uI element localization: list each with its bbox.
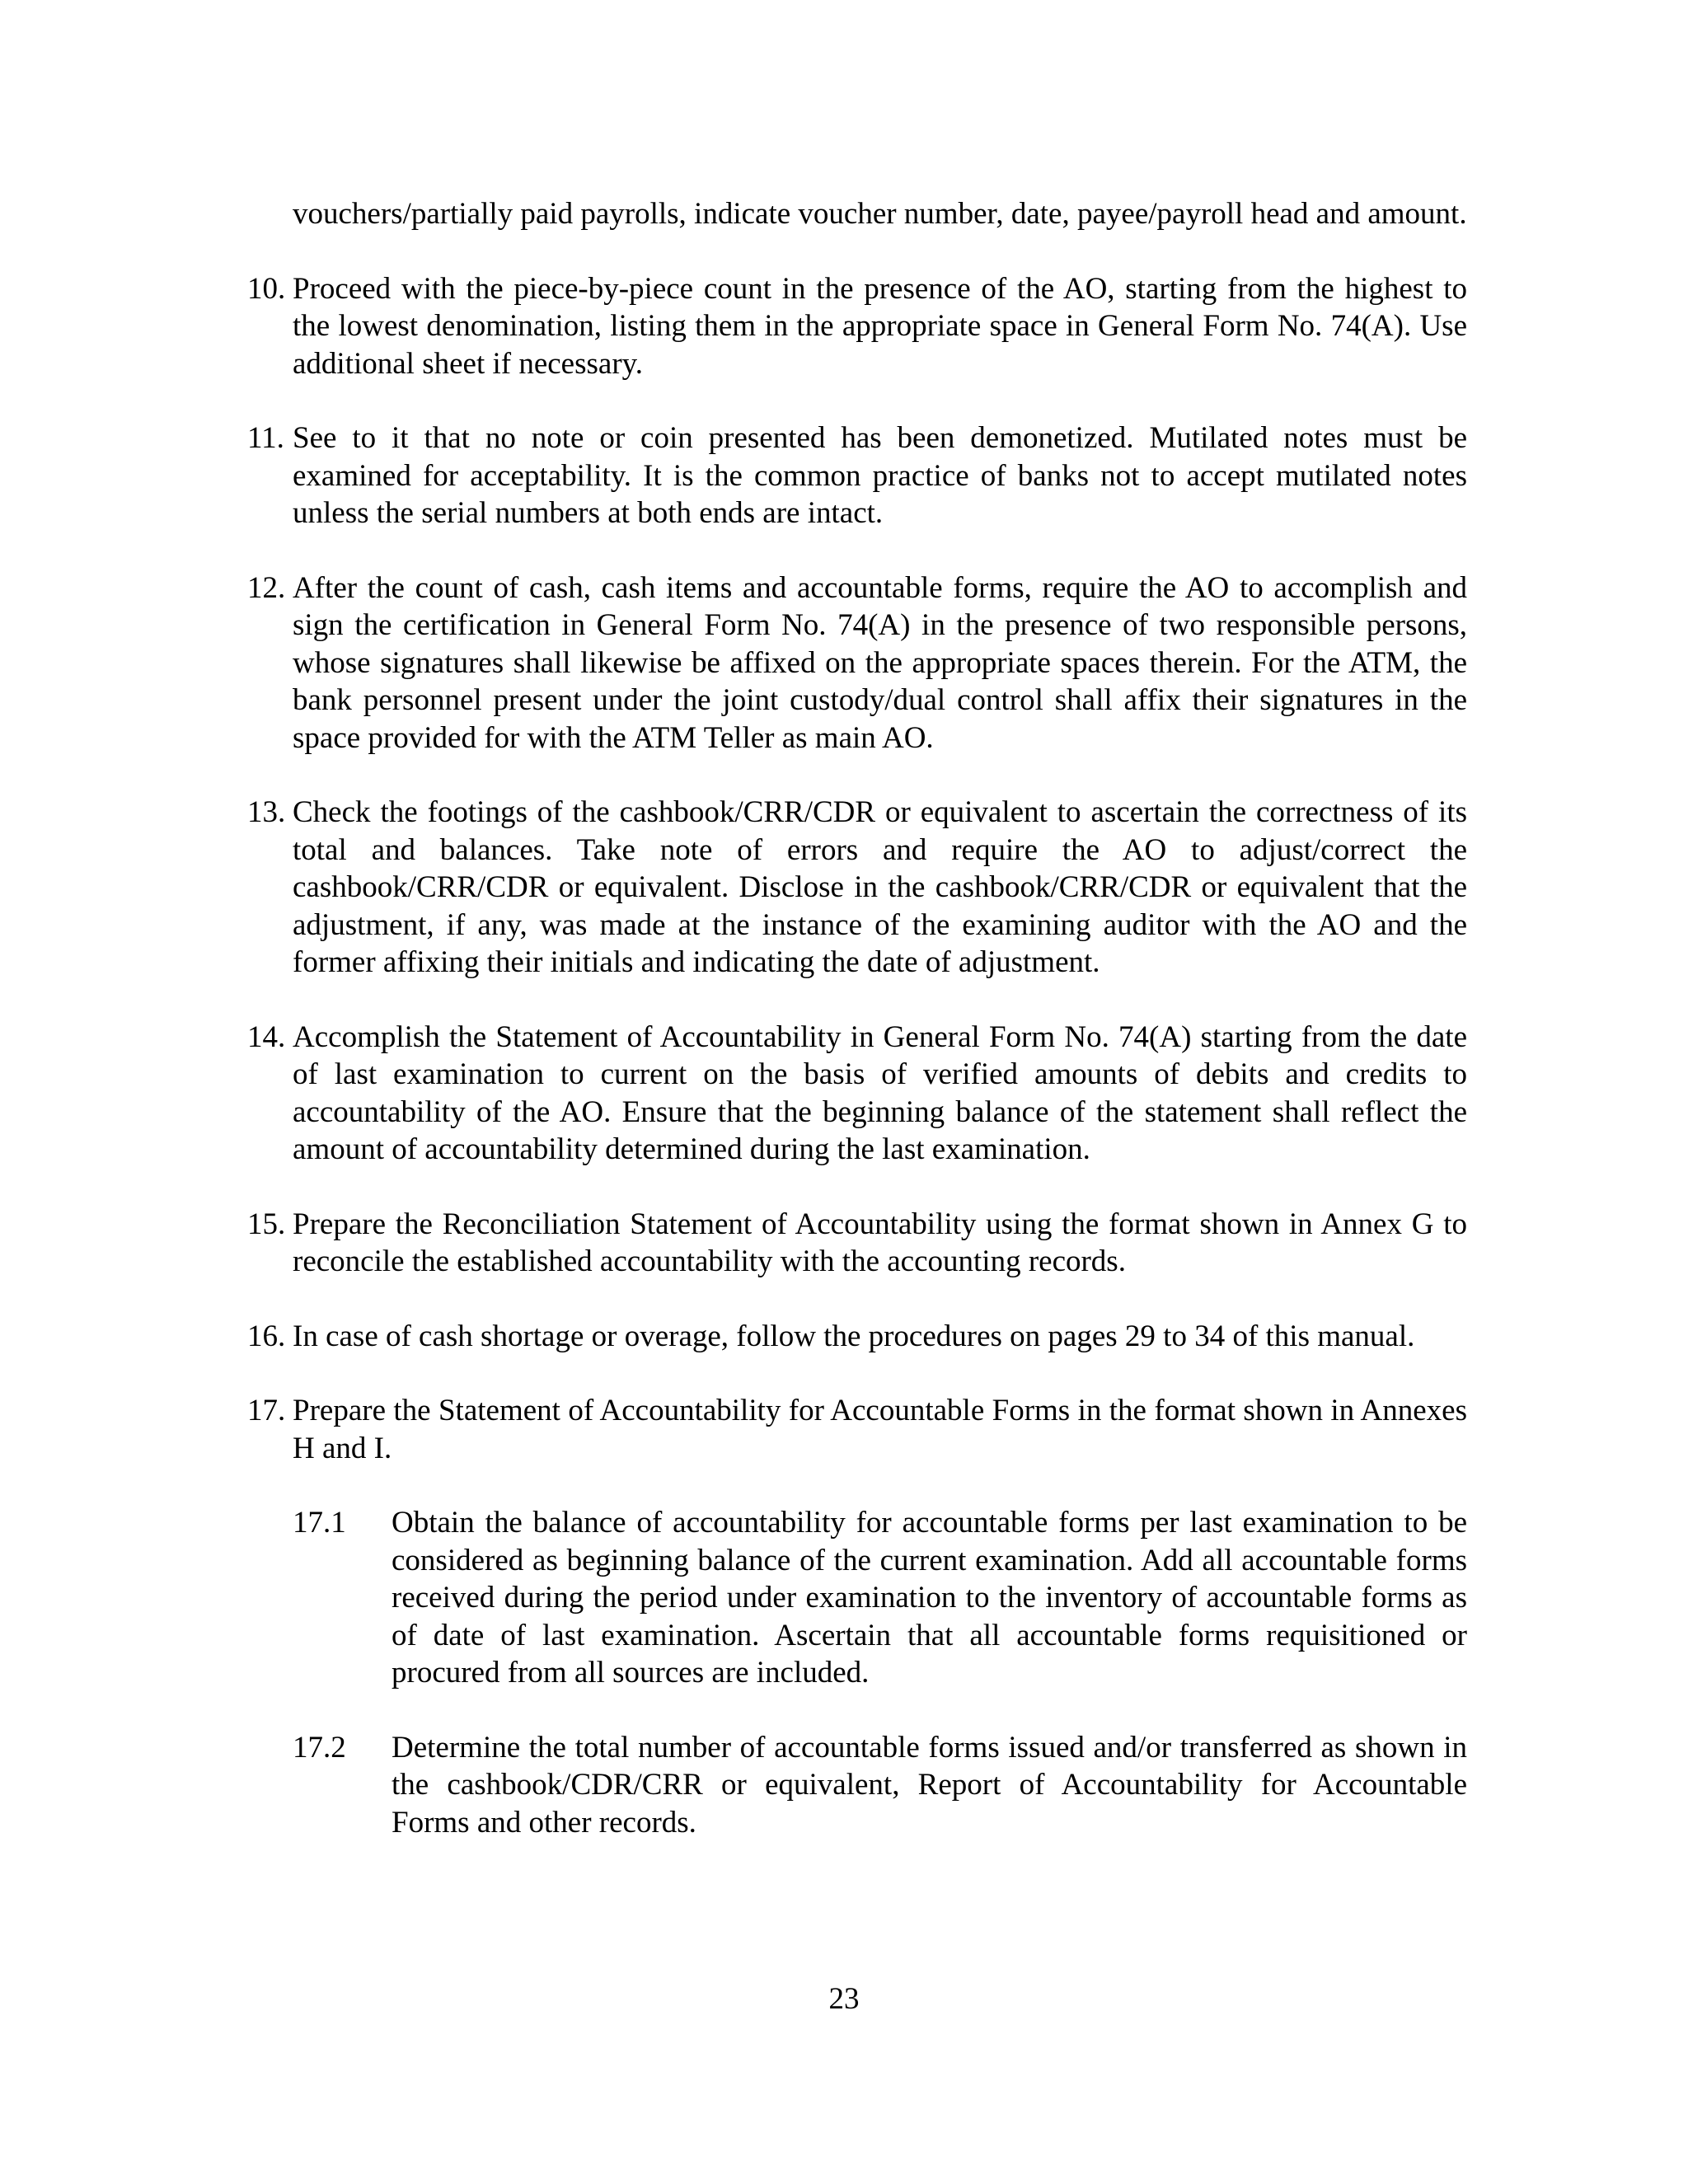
page-body bbox=[247, 195, 1467, 1841]
page-number: 23 bbox=[828, 1982, 860, 2016]
sub-item-text: Determine the total number of accountable forms issued and/or transferred as shown in the cashbook/CDR/CRR or equivalent, Report of Accountability for Accountable Forms and other records. bbox=[392, 1730, 1467, 1840]
sub-item-17-2 bbox=[293, 1729, 1467, 1842]
list-item-17 bbox=[247, 1392, 1467, 1467]
item-text: Proceed with the piece-by-piece count in the presence of the AO, starting from the highest to the lowest denomination, listing them in the appropriate space in General Form No. 74(A). Use additional sheet if necessary. bbox=[293, 271, 1467, 381]
list-item-12 bbox=[247, 569, 1467, 757]
list-item-14 bbox=[247, 1019, 1467, 1169]
sub-item-text: Obtain the balance of accountability for accountable forms per last examination to be considered as beginning balance of the current examination. Add all accountable forms received during the period under examination to the inventory of accountable forms as of date of last examination. Ascertain that all accountable forms requisitioned or procured from all sources are included. bbox=[392, 1506, 1467, 1690]
list-item-13 bbox=[247, 794, 1467, 982]
item-number: 15. bbox=[247, 1207, 286, 1241]
item-number: 10. bbox=[247, 271, 286, 306]
sub-item-17-1 bbox=[293, 1504, 1467, 1692]
item-number: 12. bbox=[247, 570, 286, 605]
continued-paragraph: vouchers/partially paid payrolls, indicate voucher number, date, payee/payroll head and amount. bbox=[293, 197, 1467, 231]
item-text: See to it that no note or coin presented has been demonetized. Mutilated notes must be examined for acceptability. It is the common practice of banks not to accept mutilated notes unless the serial numbers at both ends are intact. bbox=[293, 421, 1467, 530]
item-number: 13. bbox=[247, 795, 286, 829]
sub-item-number: 17.2 bbox=[293, 1730, 346, 1765]
item-text: After the count of cash, cash items and accountable forms, require the AO to accomplish and sign the certification in General Form No. 74(A) in the presence of two responsible persons, whose signatures shall likewise be affixed on the appropriate spaces therein. For the ATM, the bank personnel present under the joint custody/dual control shall affix their signatures in the space provided for with the ATM Teller as main AO. bbox=[293, 570, 1467, 755]
item-number: 16. bbox=[247, 1319, 286, 1353]
list-item-15 bbox=[247, 1206, 1467, 1281]
item-text: In case of cash shortage or overage, follow the procedures on pages 29 to 34 of this manual. bbox=[293, 1319, 1415, 1353]
item-text: Prepare the Reconciliation Statement of Accountability using the format shown in Annex G to reconcile the established accountability with the accounting records. bbox=[293, 1207, 1467, 1278]
item-text: Check the footings of the cashbook/CRR/CDR or equivalent to ascertain the correctness of its total and balances. Take note of errors and require the AO to adjust/correct the cashbook/CRR/CDR or equivalent. Disclose in the cashbook/CRR/CDR or equivalent that the adjustment, if any, was made at the instance of the examining auditor with the AO and the former affixing their initials and indicating the date of adjustment. bbox=[293, 795, 1467, 979]
item-text: Accomplish the Statement of Accountability in General Form No. 74(A) starting from the date of last examination to current on the basis of verified amounts of debits and credits to accountability of the AO. Ensure that the beginning balance of the statement shall reflect the amount of accountability determined during the last examination. bbox=[293, 1019, 1467, 1166]
item-text: Prepare the Statement of Accountability for Accountable Forms in the format shown in Annexes H and I. bbox=[293, 1394, 1467, 1465]
item-number: 11. bbox=[247, 421, 284, 455]
list-item-16 bbox=[247, 1318, 1467, 1356]
list-item-11 bbox=[247, 419, 1467, 532]
list-item-10 bbox=[247, 270, 1467, 383]
item-number: 17. bbox=[247, 1394, 286, 1427]
item-number: 14. bbox=[247, 1019, 286, 1054]
sub-item-number: 17.1 bbox=[293, 1506, 346, 1540]
